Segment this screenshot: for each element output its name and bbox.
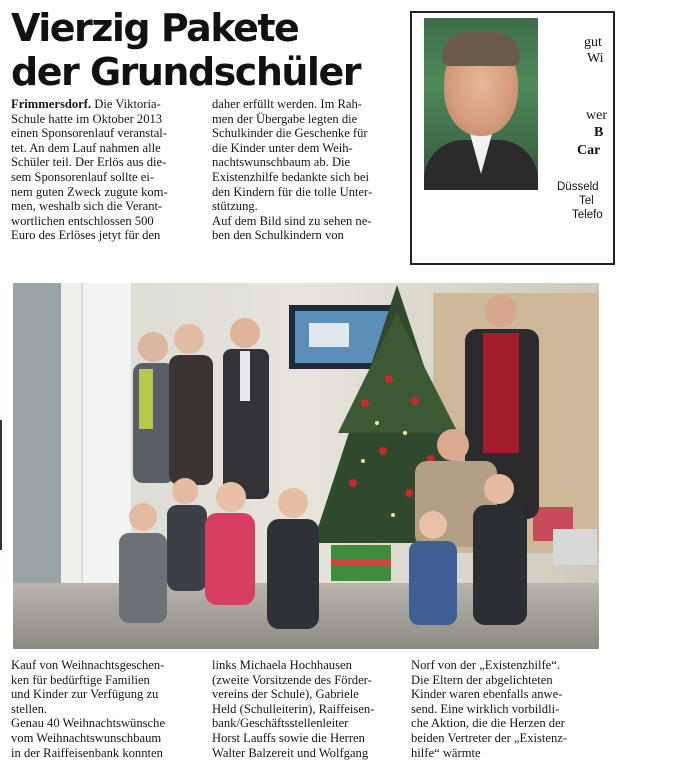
text-line: die Kinder unter dem Weih- bbox=[212, 140, 353, 155]
text-line: vereins der Schule), Gabriele bbox=[212, 687, 359, 702]
text-line: links Michaela Hochhausen bbox=[212, 658, 352, 672]
text-line: bank/Geschäftsstellenleiter bbox=[212, 716, 349, 731]
red-sweater bbox=[483, 333, 519, 453]
text-line: Auf dem Bild sind zu sehen ne- bbox=[212, 213, 372, 228]
text-line: sem Sponsorenlauf sollte ei- bbox=[11, 169, 155, 184]
child-head bbox=[278, 488, 308, 518]
gift-package bbox=[553, 529, 597, 565]
text-line: wortlichen entschlossen 500 bbox=[11, 213, 154, 228]
ad-text-line: Tel bbox=[579, 195, 594, 207]
text-line: (zweite Vorsitzende des Förder- bbox=[212, 672, 372, 687]
ad-text-line: gut bbox=[584, 35, 602, 50]
text-line: stützung. bbox=[212, 199, 258, 214]
text-line: in der Raiffeisenbank konnten bbox=[11, 745, 163, 760]
child-head bbox=[172, 478, 198, 504]
person-shirt bbox=[240, 351, 250, 401]
text-line: che Aktion, die die Herzen der bbox=[411, 716, 565, 731]
child-body bbox=[167, 505, 207, 591]
ad-text-line: B bbox=[594, 125, 604, 140]
ad-text-line: Telefo bbox=[572, 209, 603, 221]
text-line: Kauf von Weihnachtsgeschen- bbox=[11, 658, 165, 672]
text-line: Schulkinder die Geschenke für bbox=[212, 126, 368, 141]
text-line: stellen. bbox=[11, 701, 48, 716]
article-column-4 bbox=[212, 658, 407, 760]
child-head bbox=[216, 482, 246, 512]
text-line: send. Eine wirklich vorbildli- bbox=[411, 701, 560, 716]
person-head bbox=[174, 324, 204, 354]
ad-text-line: Wi bbox=[587, 51, 604, 66]
headline bbox=[11, 6, 401, 94]
text-line: tet. An dem Lauf nahmen alle bbox=[11, 140, 161, 155]
text-line: men der Übergabe legten die bbox=[212, 111, 358, 126]
text-line: men, weshalb sich die Verant- bbox=[11, 199, 163, 214]
text-line: hilfe“ wärmte bbox=[411, 745, 481, 760]
ad-text-line: Car bbox=[577, 143, 601, 158]
person-head bbox=[485, 295, 517, 327]
page-edge-rule bbox=[0, 420, 2, 550]
wall-screen-content bbox=[309, 323, 349, 347]
gift-ribbon bbox=[331, 559, 391, 565]
text-line: ken für bedürftige Familien bbox=[11, 672, 150, 687]
person-head bbox=[138, 332, 168, 362]
child-body bbox=[409, 541, 457, 625]
child-body bbox=[119, 533, 167, 623]
person-head bbox=[230, 318, 260, 348]
child-body bbox=[473, 505, 527, 625]
text-line: nem guten Zweck zugute kom- bbox=[11, 184, 168, 199]
person-head bbox=[437, 429, 469, 461]
headline-line-2: der Grundschüler bbox=[11, 50, 360, 94]
text-line: Euro des Erlöses jetyt für den bbox=[11, 228, 161, 243]
text-line: Schüler teil. Der Erlös aus die- bbox=[11, 155, 167, 170]
text-line: Walter Balzereit und Wolfgang bbox=[212, 745, 369, 760]
group-photo-illustration bbox=[13, 283, 599, 649]
text-line: Die Eltern der abgelichteten bbox=[411, 672, 553, 687]
text-line: und Kinder zur Verfügung zu bbox=[11, 687, 159, 702]
text-line: Genau 40 Weihnachtswünsche bbox=[11, 716, 166, 731]
text-line: nachtswunschbaum ab. Die bbox=[212, 155, 351, 170]
text-line: Horst Lauffs sowie die Herren bbox=[212, 730, 365, 745]
child-head bbox=[484, 474, 514, 504]
child-pink-jacket bbox=[205, 513, 255, 605]
text-line: Held (Schulleiterin), Raiffeisen- bbox=[212, 701, 375, 716]
text-line: Kinder waren ebenfalls anwe- bbox=[411, 687, 563, 702]
ad-text-line: Düsseld bbox=[557, 181, 599, 193]
ad-text-line: wer bbox=[586, 108, 607, 123]
headline-line-1: Vierzig Pakete bbox=[11, 6, 299, 50]
text-line: vom Weihnachtswunschbaum bbox=[11, 730, 162, 745]
ad-portrait-photo bbox=[424, 18, 538, 186]
text-line: Schule hatte im Oktober 2013 bbox=[11, 111, 163, 126]
text-line: einen Sponsorenlauf veranstal- bbox=[11, 126, 167, 141]
child-body bbox=[267, 519, 319, 629]
child-head bbox=[129, 503, 157, 531]
text-line: Norf von der „Existenzhilfe“. bbox=[411, 658, 560, 672]
text-line: beiden Vertreter der „Existenz- bbox=[411, 730, 568, 745]
article-column-2 bbox=[212, 97, 407, 243]
child-head bbox=[419, 511, 447, 539]
portrait-hair bbox=[442, 32, 520, 66]
text-line-start: Die Viktoria- bbox=[91, 97, 161, 111]
text-line: Existenzhilfe bedankte sich bei bbox=[212, 169, 370, 184]
group-photo bbox=[13, 283, 599, 649]
article-column-1 bbox=[11, 97, 206, 243]
article-column-5 bbox=[411, 658, 601, 760]
text-line: ben den Schulkindern von bbox=[212, 228, 344, 243]
text-line: den Kindern für die tolle Unter- bbox=[212, 184, 373, 199]
person-body bbox=[169, 355, 213, 485]
text-line bbox=[11, 97, 206, 112]
dateline: Frimmersdorf. bbox=[11, 97, 92, 111]
article-column-3 bbox=[11, 658, 206, 760]
text-line: daher erfüllt werden. Im Rah- bbox=[212, 97, 363, 111]
yellow-scarf bbox=[139, 369, 153, 429]
advertisement-box bbox=[410, 11, 615, 265]
